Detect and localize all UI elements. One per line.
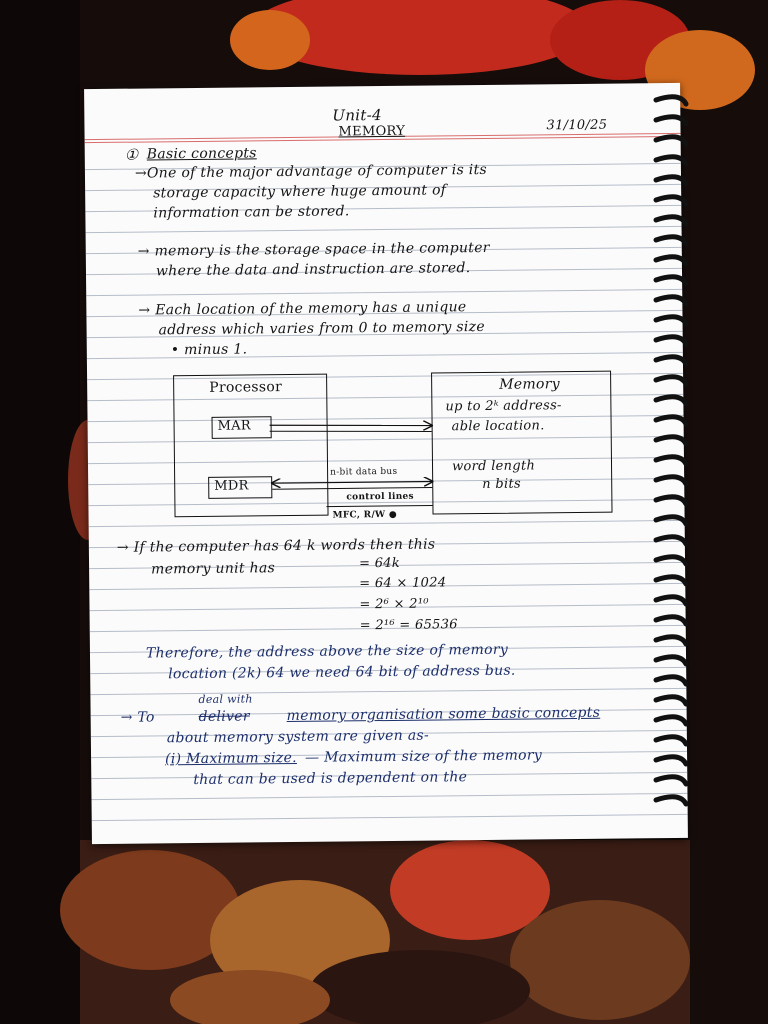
calc-line-2b: = 64k [358,555,401,572]
control-lines-label: control lines [346,491,414,503]
correction-note: deal with [198,692,253,706]
paragraph-2-line-1: → memory is the storage space in the computer [137,239,490,260]
page-date: 31/10/25 [546,117,608,134]
paragraph-1-line-2: storage capacity where huge amount of [153,182,447,202]
organisation-line-3: — Maximum size of the memory [304,747,543,766]
notebook-page [84,83,688,844]
organisation-line-1-prefix: → To [120,709,155,726]
page-title: MEMORY [338,123,406,140]
paragraph-2-line-2: where the data and instruction are stored. [155,260,471,280]
struck-word: deliver [198,708,250,725]
paragraph-3-line-2: address which varies from 0 to memory size [158,318,485,339]
section-heading: Basic concepts [146,145,257,163]
calc-line-1: → If the computer has 64 k words then this [116,536,436,556]
memory-desc-line-1: up to 2ᵏ address- [445,398,562,415]
mar-label: MAR [217,418,252,434]
calc-line-2a: memory unit has [151,560,276,578]
therefore-line-1: Therefore, the address above the size of memory [145,641,509,662]
maximum-size-heading: (i) Maximum size. [165,749,297,768]
data-bus-label: n-bit data bus [330,466,398,478]
calc-line-4: = 2⁶ × 2¹⁰ [359,596,429,613]
section-marker: ① [124,145,139,164]
memory-label: Memory [499,376,560,393]
therefore-line-2: location (2k) 64 we need 64 bit of address bus. [168,662,516,683]
paragraph-1-line-3: information can be stored. [153,203,350,222]
word-length-label: word length [451,458,536,475]
spiral-binding [652,92,692,812]
paragraph-3-line-3: • minus 1. [170,341,248,359]
mfc-label: MFC, R/W ● [332,509,398,521]
unit-heading: Unit-4 [332,106,382,125]
paragraph-1-line-1: →One of the major advantage of computer is its [134,161,488,182]
organisation-line-2: about memory system are given as- [166,727,430,747]
memory-desc-line-2: able location. [451,418,545,435]
calc-line-5: = 2¹⁶ = 65536 [359,617,458,634]
processor-label: Processor [209,379,283,396]
paragraph-3-line-1: → Each location of the memory has a unique [138,299,467,319]
calc-line-3: = 64 × 1024 [359,575,447,592]
mdr-label: MDR [214,478,249,494]
organisation-line-1: memory organisation some basic concepts [286,704,601,725]
organisation-line-4: that can be used is dependent on the [193,769,468,789]
word-length-bits: n bits [482,476,521,492]
